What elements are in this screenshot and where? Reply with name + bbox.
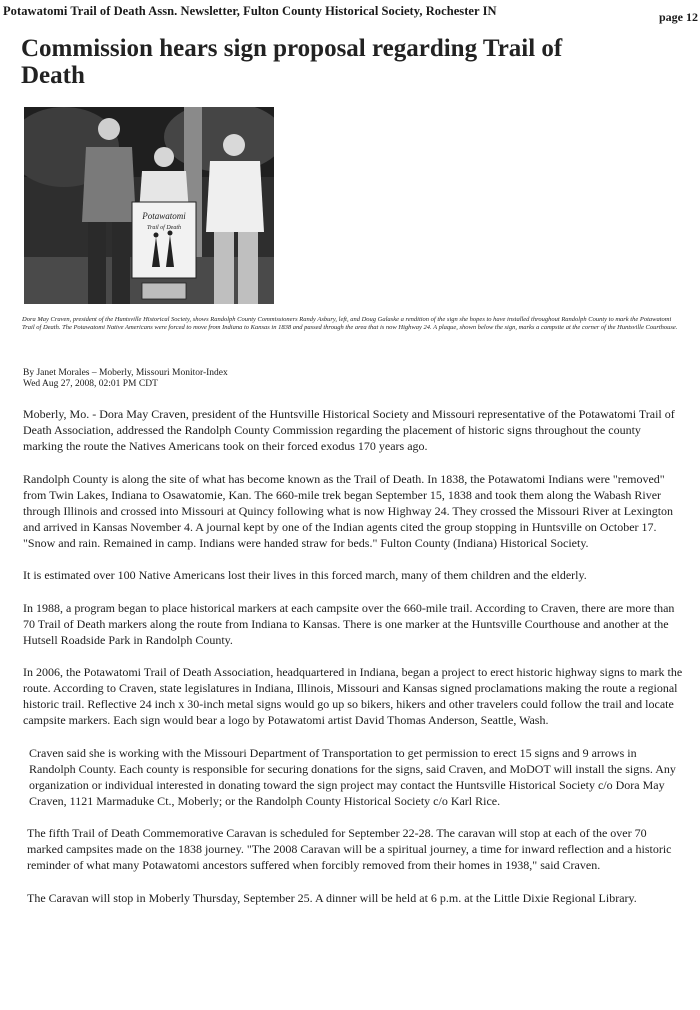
paragraph: Craven said she is working with the Missouri Department of Transportation to get permission to erect 15 signs and 9 arrows in Randolph County. Each county is responsible for securing donations for the signs, said Craven, and MoDOT will install the signs. Any organization or individual interested in donating toward the sign project may contact the Huntsville Historical Society c/o Dora May Craven, 1121 Marmaduke Ct., Moberly; or the Randolph County Historical Society c/o Karl Rice.	[29, 745, 676, 808]
article-headline: Commission hears sign proposal regarding Trail of Death	[21, 35, 563, 89]
newsletter-header: Potawatomi Trail of Death Assn. Newsletter, Fulton County Historical Society, Rochester IN	[3, 4, 497, 18]
paragraph: The fifth Trail of Death Commemorative Caravan is scheduled for September 22-28. The caravan will stop at each of the over 70 marked campsites made on the 1838 journey. "The 2008 Caravan will be a spiritual journey, a time for inward reflection and a historic reminder of what many Potawatomi ancestors suffered when forcibly removed from their homes in 1938," said Craven.	[27, 826, 672, 872]
sign-subtitle: Trail of Death	[146, 225, 182, 231]
paragraph: In 2006, the Potawatomi Trail of Death Association, headquartered in Indiana, began a project to erect historic highway signs to mark the route. According to Craven, state legislatures in Indiana, Illinois, Missouri and Kansas signed proclamations making the route a regional historic trail. Reflective 24 inch x 30-inch metal signs would go up so bikers, hikers and other travelers could follow the trail and locate campsite markers. Each sign would bear a logo by Potawatomi artist David Thomas Anderson, Seattle, Wash.	[23, 665, 683, 727]
page-number: page 12	[659, 10, 698, 24]
article-body	[23, 406, 683, 922]
paragraph: Moberly, Mo. - Dora May Craven, president of the Huntsville Historical Society and Missouri representative of the Potawatomi Trail of Death Association, addressed the Randolph County Commission regarding the placement of historic signs throughout the county marking the route the Natives Americans took on their forced exodus 170 years ago.	[23, 407, 675, 453]
article-photo	[24, 107, 274, 304]
byline	[23, 368, 228, 390]
paragraph: The Caravan will stop in Moberly Thursday, September 25. A dinner will be held at 6 p.m. at the Little Dixie Regional Library.	[27, 890, 637, 905]
paragraph: It is estimated over 100 Native Americans lost their lives in this forced march, many of them children and the elderly.	[23, 568, 587, 582]
paragraph: Randolph County is along the site of what has become known as the Trail of Death. In 1838, the Potawatomi Indians were "removed" from Twin Lakes, Indiana to Osawatomie, Kan. The 660-mile trek began September 15, 1838 and took them along the Wabash River through Illinois and crossed into Missouri at Quincy following what is now Highway 24. They crossed the Missouri River at Lexington and arrived in Kansas November 4. A journal kept by one of the Indian agents cited the group stopping in Huntsville on October 17. "Snow and rain. Remained in camp. Indians were handed straw for beds." Fulton County (Indiana) Historical Society.	[23, 471, 674, 550]
paragraph: In 1988, a program began to place historical markers at each campsite over the 660-mile trail. According to Craven, there are more than 70 Trail of Death markers along the route from Indiana to Kansas. There is one marker at the Huntsville Courthouse and another at the Hutsell Roadside Park in Randolph County.	[23, 600, 675, 647]
author-line: By Janet Morales – Moberly, Missouri Monitor-Index	[23, 368, 228, 378]
sign-title: Potawatomi	[142, 211, 186, 221]
photo-caption: Dora May Craven, president of the Huntsville Historical Society, shows Randolph County Commissioners Randy Asbury, left, and Doug Galaske a rendition of the sign she hopes to have installed throughout Randolph County to mark the Potawatomi Trail of Death. The Potawatomi Native Americans were forced to move from Indiana to Kansas in 1838 and passed through the area that is now Highway 24. A plaque, shown below the sign, marks a campsite at the corner of the Huntsville Courthouse.	[22, 316, 678, 332]
dateline: Wed Aug 27, 2008, 02:01 PM CDT	[23, 379, 158, 389]
